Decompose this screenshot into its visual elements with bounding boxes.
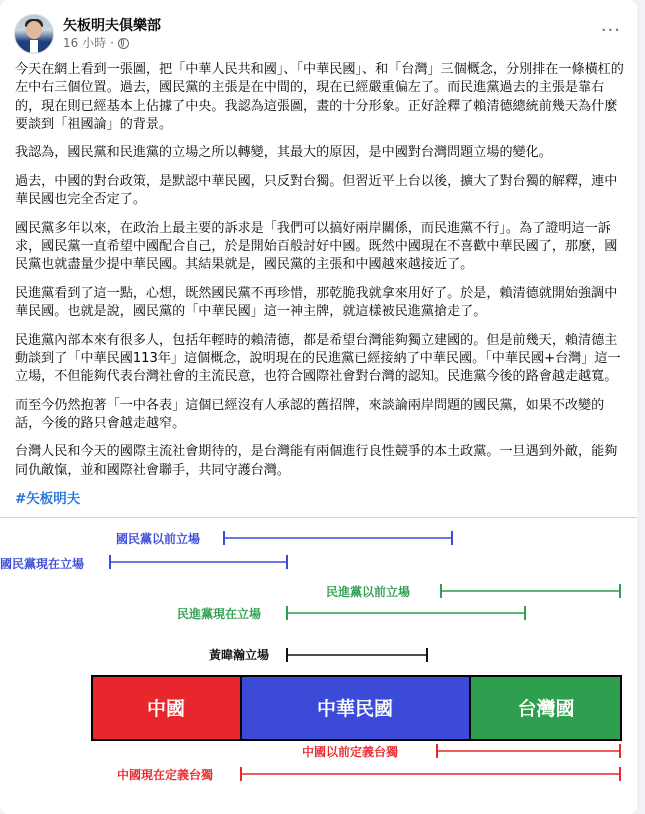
segment-label-taiwan: 台灣國: [517, 698, 575, 720]
label-dpp-now: 民進黨現在立場: [177, 607, 262, 621]
paragraph: 而至今仍然抱著「一中各表」這個已經沒有人承認的舊招牌，來談論兩岸問題的國民黨，如果不改變的話，今後的路只會越走越窄。: [15, 397, 605, 431]
post-body: [15, 61, 625, 508]
paragraph: 國民黨多年以來，在政治上最主要的訴求是「我們可以搞好兩岸關係，而民進黨不行」。為了證明這一訴求，國民黨一直希望中國配合自己，於是開始百般討好中國。既然中國現在不喜歡中華民國了，那麼，國民黨也就盡量少提中華民國。其結果就是，國民黨的主張和中國越來越接近了。: [15, 220, 618, 273]
paragraph: 過去，中國的對台政策，是默認中華民國，只反對台獨。但習近平上台以後，擴大了對台獨的解釋，連中華民國也完全否定了。: [15, 173, 618, 208]
page-name[interactable]: 矢板明夫俱樂部: [63, 18, 161, 34]
position-diagram: [0, 518, 637, 814]
paragraph: 我認為，國民黨和民進黨的立場之所以轉變，其最大的原因，是中國對台灣問題立場的變化。: [15, 145, 552, 161]
segment-label-china: 中國: [146, 698, 186, 720]
label-china-past: 中國以前定義台獨: [302, 745, 399, 759]
avatar[interactable]: [14, 14, 54, 54]
label-huang: 黃暐瀚立場: [209, 648, 270, 662]
label-kmt-past: 國民黨以前立場: [116, 532, 201, 546]
label-china-now: 中國現在定義台獨: [117, 768, 214, 782]
post-meta: [63, 35, 161, 51]
label-dpp-past: 民進黨以前立場: [326, 585, 411, 599]
paragraph: 民進黨看到了這一點，心想，既然國民黨不再珍惜，那乾脆我就拿來用好了。於是，賴清德就開始強調中華民國。也就是說，國民黨的「中華民國」這一神主牌，就這樣被民進黨搶走了。: [15, 285, 618, 320]
post-header: [14, 12, 161, 56]
hashtag-link[interactable]: #矢板明夫: [15, 491, 81, 508]
segment-label-roc: 中華民國: [316, 698, 394, 720]
paragraph: 民進黨內部本來有很多人，包括年輕時的賴清德，都是希望台灣能夠獨立建國的。但是前幾天，賴清德主動談到了「中華民國113年」這個概念，說明現在的民進黨已經接納了中華民國。「中華民國+台灣」這一立場，不但能夠代表台灣社會的主流民意，也符合國際社會對台灣的認知。民進黨今後的路會越走越寬。: [15, 332, 621, 385]
globe-icon[interactable]: [118, 38, 129, 49]
more-options-icon[interactable]: ···: [600, 20, 621, 41]
post-time[interactable]: 16 小時: [63, 36, 107, 50]
post-image-diagram[interactable]: [0, 517, 637, 814]
label-kmt-now: 國民黨現在立場: [0, 557, 85, 571]
paragraph: 今天在網上看到一張圖，把「中華人民共和國」、「中華民國」、和「台灣」三個概念，分別排在一條橫杠的左中右三個位置。過去，國民黨的主張是在中間的，現在已經嚴重偏左了。而民進黨過去的主張是靠右的，現在則已經基本上佔據了中央。我認為這張圖，畫的十分形象。正好詮釋了賴清德總統前幾天為什麼要談到「祖國論」的背景。: [15, 62, 624, 132]
paragraph: 台灣人民和今天的國際主流社會期待的，是台灣能有兩個進行良性競爭的本土政黨。一旦遇到外敵，能夠同仇敵愾，並和國際社會聯手，共同守護台灣。: [15, 444, 618, 478]
separator-dot: ·: [110, 36, 114, 50]
